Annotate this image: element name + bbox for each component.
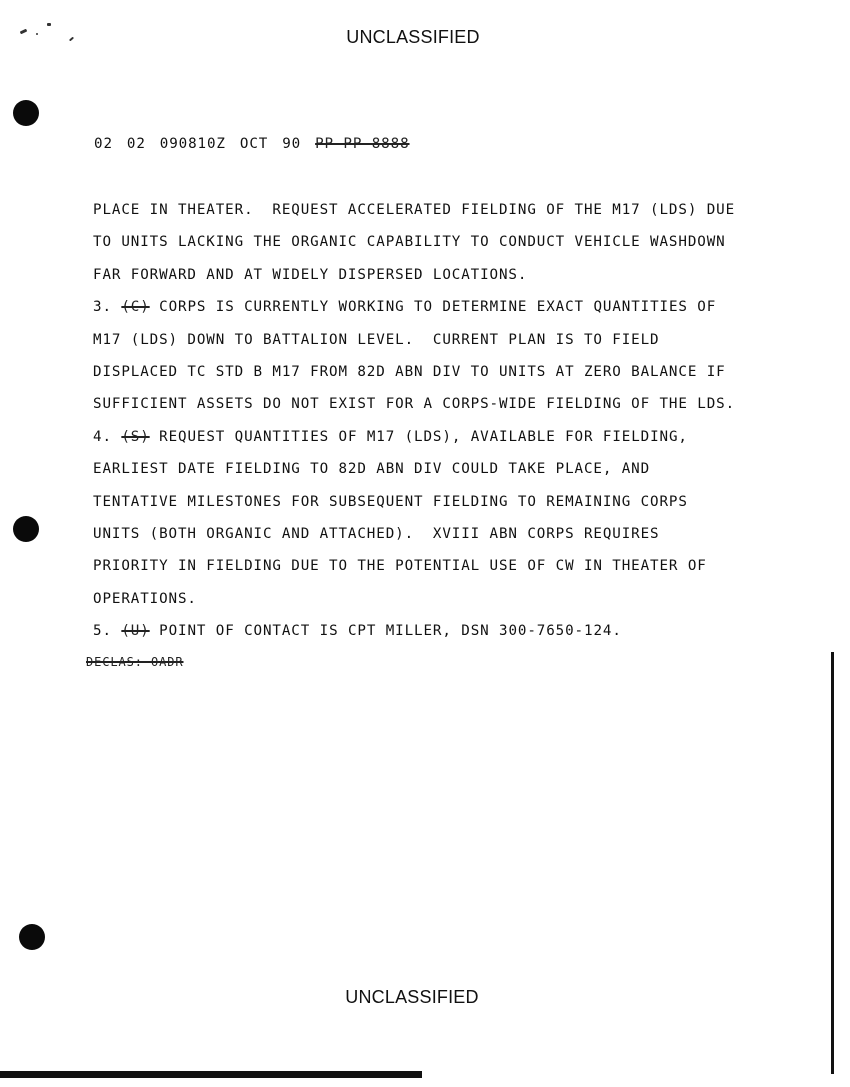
body-line: OPERATIONS.	[93, 590, 197, 607]
body-line: M17 (LDS) DOWN TO BATTALION LEVEL. CURRENT PLAN IS TO FIELD	[93, 331, 660, 348]
paragraph-number: 3.	[93, 299, 112, 316]
precedence-2: 02	[126, 136, 146, 152]
body-line: SUFFICIENT ASSETS DO NOT EXIST FOR A CORPS-WIDE FIELDING OF THE LDS.	[93, 396, 736, 413]
month: OCT	[239, 136, 269, 152]
struck-reference: PP PP 8888	[315, 136, 410, 152]
scan-edge-horizontal	[0, 1071, 422, 1078]
scan-edge-vertical	[831, 652, 834, 1074]
punch-hole-top	[13, 100, 39, 126]
paragraph-number: 4.	[93, 428, 112, 445]
punch-hole-bottom	[19, 924, 45, 950]
declassification-line: DECLAS: OADR	[86, 655, 184, 669]
classification-marking-top: UNCLASSIFIED	[346, 27, 480, 47]
year: 90	[282, 136, 302, 152]
paragraph-5: 5. (U) POINT OF CONTACT IS CPT MILLER, DSN 300-7650-124.	[93, 623, 622, 640]
body-line: UNITS (BOTH ORGANIC AND ATTACHED). XVIII ABN CORPS REQUIRES	[93, 525, 660, 542]
classification-portion-mark: (C)	[121, 299, 150, 316]
precedence-1: 02	[94, 136, 113, 152]
body-line: TO UNITS LACKING THE ORGANIC CAPABILITY TO CONDUCT VEHICLE WASHDOWN	[93, 234, 726, 251]
punch-hole-middle	[13, 516, 39, 542]
paragraph-4: 4. (S) REQUEST QUANTITIES OF M17 (LDS), AVAILABLE FOR FIELDING,	[93, 428, 688, 445]
scan-speck	[36, 33, 38, 35]
body-line: FAR FORWARD AND AT WIDELY DISPERSED LOCATIONS.	[93, 266, 528, 283]
classification-marking-bottom: UNCLASSIFIED	[345, 987, 479, 1007]
date-time-group: 090810Z	[159, 136, 226, 152]
body-line: PLACE IN THEATER. REQUEST ACCELERATED FIELDING OF THE M17 (LDS) DUE	[93, 202, 736, 218]
message-header	[94, 137, 410, 151]
body-line: EARLIEST DATE FIELDING TO 82D ABN DIV COULD TAKE PLACE, AND	[93, 461, 651, 478]
classification-portion-mark: (S)	[121, 428, 150, 445]
body-line: TENTATIVE MILESTONES FOR SUBSEQUENT FIELDING TO REMAINING CORPS	[93, 493, 688, 510]
body-line: PRIORITY IN FIELDING DUE TO THE POTENTIAL USE OF CW IN THEATER OF	[93, 558, 707, 575]
body-line: DISPLACED TC STD B M17 FROM 82D ABN DIV TO UNITS AT ZERO BALANCE IF	[93, 363, 726, 380]
message-body	[93, 202, 735, 655]
scan-speck	[47, 23, 51, 26]
paragraph-number: 5.	[93, 623, 112, 640]
classification-portion-mark: (U)	[121, 623, 150, 640]
paragraph-3: 3. (C) CORPS IS CURRENTLY WORKING TO DETERMINE EXACT QUANTITIES OF	[93, 299, 717, 316]
